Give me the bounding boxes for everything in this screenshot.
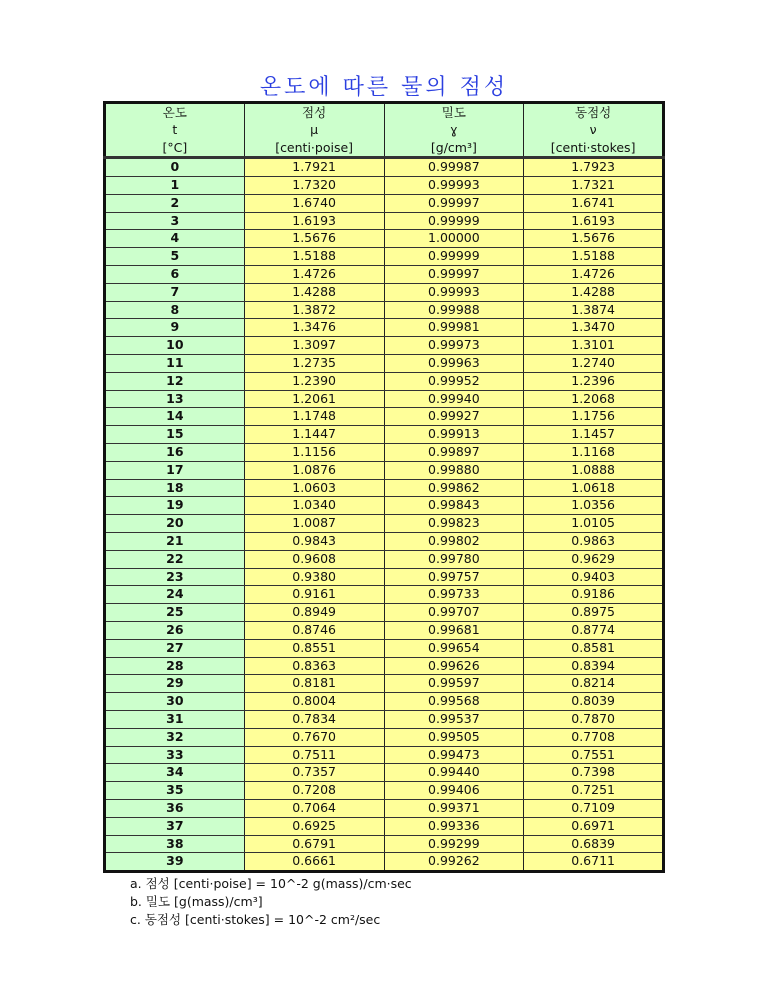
cell-density: 0.99505 (384, 728, 524, 746)
cell-viscosity: 0.8949 (244, 604, 384, 622)
footnote-viscosity: a. 점성 [centi·poise] = 10^-2 g(mass)/cm·sec (130, 876, 412, 892)
cell-viscosity: 0.8004 (244, 693, 384, 711)
cell-temperature: 21 (105, 532, 245, 550)
cell-kinematic-viscosity: 0.7870 (524, 710, 664, 728)
cell-kinematic-viscosity: 0.7398 (524, 764, 664, 782)
cell-temperature: 2 (105, 194, 245, 212)
cell-density: 0.99371 (384, 799, 524, 817)
header-density-label: 밀도 (384, 103, 524, 122)
cell-viscosity: 1.0603 (244, 479, 384, 497)
header-kinematic-symbol: ν (524, 121, 664, 138)
table-row (105, 372, 664, 390)
cell-density: 0.99987 (384, 158, 524, 177)
cell-temperature: 11 (105, 354, 245, 372)
cell-viscosity: 0.7511 (244, 746, 384, 764)
cell-kinematic-viscosity: 1.4288 (524, 283, 664, 301)
cell-kinematic-viscosity: 1.4726 (524, 266, 664, 284)
cell-kinematic-viscosity: 1.3874 (524, 301, 664, 319)
table-row (105, 532, 664, 550)
cell-density: 0.99927 (384, 408, 524, 426)
table-row (105, 408, 664, 426)
cell-temperature: 9 (105, 319, 245, 337)
cell-density: 0.99999 (384, 212, 524, 230)
cell-density: 0.99823 (384, 515, 524, 533)
cell-temperature: 26 (105, 621, 245, 639)
cell-viscosity: 1.4288 (244, 283, 384, 301)
cell-viscosity: 0.6791 (244, 835, 384, 853)
cell-viscosity: 1.0876 (244, 461, 384, 479)
cell-temperature: 22 (105, 550, 245, 568)
cell-temperature: 24 (105, 586, 245, 604)
cell-temperature: 34 (105, 764, 245, 782)
table-row (105, 301, 664, 319)
header-temperature-symbol: t (105, 121, 245, 138)
cell-kinematic-viscosity: 0.8039 (524, 693, 664, 711)
cell-temperature: 17 (105, 461, 245, 479)
cell-density: 0.99473 (384, 746, 524, 764)
cell-viscosity: 1.2061 (244, 390, 384, 408)
table-row (105, 194, 664, 212)
header-viscosity-label: 점성 (244, 103, 384, 122)
table-row (105, 817, 664, 835)
cell-viscosity: 0.6661 (244, 853, 384, 872)
cell-kinematic-viscosity: 0.8214 (524, 675, 664, 693)
cell-temperature: 13 (105, 390, 245, 408)
table-row (105, 621, 664, 639)
cell-temperature: 0 (105, 158, 245, 177)
cell-temperature: 31 (105, 710, 245, 728)
table-row (105, 443, 664, 461)
table-row (105, 550, 664, 568)
cell-viscosity: 0.9843 (244, 532, 384, 550)
cell-viscosity: 0.8363 (244, 657, 384, 675)
cell-kinematic-viscosity: 1.0888 (524, 461, 664, 479)
table-row (105, 426, 664, 444)
table-row (105, 230, 664, 248)
cell-kinematic-viscosity: 0.6711 (524, 853, 664, 872)
table-row (105, 283, 664, 301)
table-row (105, 604, 664, 622)
cell-kinematic-viscosity: 1.3101 (524, 337, 664, 355)
cell-temperature: 35 (105, 782, 245, 800)
cell-kinematic-viscosity: 1.3470 (524, 319, 664, 337)
cell-density: 0.99440 (384, 764, 524, 782)
cell-viscosity: 0.7208 (244, 782, 384, 800)
cell-viscosity: 1.2735 (244, 354, 384, 372)
cell-temperature: 29 (105, 675, 245, 693)
header-kinematic-unit: [centi·stokes] (524, 139, 664, 158)
table-row (105, 693, 664, 711)
page-title: 온도에 따른 물의 점성 (259, 75, 509, 100)
cell-density: 0.99880 (384, 461, 524, 479)
cell-viscosity: 1.5676 (244, 230, 384, 248)
cell-viscosity: 0.7670 (244, 728, 384, 746)
cell-temperature: 5 (105, 248, 245, 266)
footnote-density: b. 밀도 [g(mass)/cm³] (130, 894, 263, 910)
cell-kinematic-viscosity: 1.7321 (524, 177, 664, 195)
cell-kinematic-viscosity: 0.8774 (524, 621, 664, 639)
table-body (105, 158, 664, 872)
cell-temperature: 25 (105, 604, 245, 622)
table-row (105, 586, 664, 604)
cell-density: 0.99537 (384, 710, 524, 728)
cell-kinematic-viscosity: 0.8394 (524, 657, 664, 675)
cell-kinematic-viscosity: 1.1168 (524, 443, 664, 461)
cell-density: 0.99707 (384, 604, 524, 622)
table-row (105, 177, 664, 195)
cell-density: 0.99568 (384, 693, 524, 711)
table-row (105, 764, 664, 782)
cell-viscosity: 0.8551 (244, 639, 384, 657)
cell-kinematic-viscosity: 1.7923 (524, 158, 664, 177)
table-row (105, 479, 664, 497)
cell-density: 0.99654 (384, 639, 524, 657)
cell-density: 0.99981 (384, 319, 524, 337)
cell-temperature: 12 (105, 372, 245, 390)
cell-viscosity: 0.7357 (244, 764, 384, 782)
table-row (105, 835, 664, 853)
header-viscosity-symbol: μ (244, 121, 384, 138)
cell-viscosity: 1.3476 (244, 319, 384, 337)
cell-viscosity: 1.6740 (244, 194, 384, 212)
cell-kinematic-viscosity: 1.0356 (524, 497, 664, 515)
cell-temperature: 37 (105, 817, 245, 835)
cell-density: 0.99780 (384, 550, 524, 568)
cell-kinematic-viscosity: 0.9403 (524, 568, 664, 586)
cell-viscosity: 1.6193 (244, 212, 384, 230)
cell-viscosity: 1.2390 (244, 372, 384, 390)
cell-viscosity: 1.1748 (244, 408, 384, 426)
cell-kinematic-viscosity: 0.6971 (524, 817, 664, 835)
cell-density: 0.99597 (384, 675, 524, 693)
table-row (105, 337, 664, 355)
cell-temperature: 16 (105, 443, 245, 461)
cell-temperature: 15 (105, 426, 245, 444)
table-row (105, 799, 664, 817)
cell-density: 0.99843 (384, 497, 524, 515)
cell-viscosity: 1.4726 (244, 266, 384, 284)
cell-kinematic-viscosity: 1.5676 (524, 230, 664, 248)
cell-temperature: 6 (105, 266, 245, 284)
cell-temperature: 10 (105, 337, 245, 355)
footnote-kinematic-viscosity: c. 동점성 [centi·stokes] = 10^-2 cm²/sec (130, 912, 381, 928)
cell-viscosity: 0.8746 (244, 621, 384, 639)
cell-viscosity: 0.6925 (244, 817, 384, 835)
table-row (105, 461, 664, 479)
cell-density: 0.99993 (384, 283, 524, 301)
table-row (105, 675, 664, 693)
footnotes (130, 875, 665, 929)
cell-viscosity: 0.7064 (244, 799, 384, 817)
cell-temperature: 36 (105, 799, 245, 817)
cell-kinematic-viscosity: 0.7109 (524, 799, 664, 817)
cell-kinematic-viscosity: 0.7708 (524, 728, 664, 746)
cell-viscosity: 1.1447 (244, 426, 384, 444)
cell-kinematic-viscosity: 0.9186 (524, 586, 664, 604)
cell-viscosity: 1.3872 (244, 301, 384, 319)
cell-kinematic-viscosity: 0.6839 (524, 835, 664, 853)
cell-temperature: 27 (105, 639, 245, 657)
table-row (105, 657, 664, 675)
cell-density: 0.99626 (384, 657, 524, 675)
cell-temperature: 23 (105, 568, 245, 586)
cell-kinematic-viscosity: 1.2068 (524, 390, 664, 408)
cell-density: 0.99897 (384, 443, 524, 461)
header-density-symbol: ɣ (384, 121, 524, 138)
cell-kinematic-viscosity: 0.7551 (524, 746, 664, 764)
cell-density: 0.99802 (384, 532, 524, 550)
cell-density: 0.99952 (384, 372, 524, 390)
cell-viscosity: 1.0340 (244, 497, 384, 515)
header-temperature-label: 온도 (105, 103, 245, 122)
cell-temperature: 32 (105, 728, 245, 746)
cell-viscosity: 1.7921 (244, 158, 384, 177)
cell-density: 0.99262 (384, 853, 524, 872)
table-row (105, 354, 664, 372)
cell-density: 0.99963 (384, 354, 524, 372)
cell-kinematic-viscosity: 1.6193 (524, 212, 664, 230)
header-viscosity-unit: [centi·poise] (244, 139, 384, 158)
cell-temperature: 39 (105, 853, 245, 872)
table-row (105, 728, 664, 746)
cell-density: 0.99997 (384, 194, 524, 212)
cell-density: 0.99681 (384, 621, 524, 639)
cell-density: 0.99733 (384, 586, 524, 604)
cell-kinematic-viscosity: 0.8975 (524, 604, 664, 622)
header-density-unit: [g/cm³] (384, 139, 524, 158)
cell-density: 0.99406 (384, 782, 524, 800)
cell-kinematic-viscosity: 1.0105 (524, 515, 664, 533)
cell-temperature: 14 (105, 408, 245, 426)
cell-kinematic-viscosity: 0.9629 (524, 550, 664, 568)
header-kinematic-label: 동점성 (524, 103, 664, 122)
cell-kinematic-viscosity: 0.8581 (524, 639, 664, 657)
cell-density: 0.99940 (384, 390, 524, 408)
table-row (105, 266, 664, 284)
table-row (105, 710, 664, 728)
content (103, 101, 665, 929)
cell-density: 1.00000 (384, 230, 524, 248)
cell-kinematic-viscosity: 1.2396 (524, 372, 664, 390)
cell-density: 0.99997 (384, 266, 524, 284)
cell-density: 0.99913 (384, 426, 524, 444)
cell-viscosity: 1.1156 (244, 443, 384, 461)
viscosity-table (103, 101, 665, 873)
header-temperature-unit: [°C] (105, 139, 245, 158)
table-row (105, 497, 664, 515)
cell-temperature: 18 (105, 479, 245, 497)
cell-kinematic-viscosity: 1.5188 (524, 248, 664, 266)
cell-kinematic-viscosity: 0.7251 (524, 782, 664, 800)
cell-temperature: 30 (105, 693, 245, 711)
cell-density: 0.99862 (384, 479, 524, 497)
cell-viscosity: 1.5188 (244, 248, 384, 266)
table-header (105, 103, 664, 158)
cell-kinematic-viscosity: 1.1457 (524, 426, 664, 444)
table-row (105, 568, 664, 586)
cell-temperature: 28 (105, 657, 245, 675)
cell-viscosity: 1.7320 (244, 177, 384, 195)
table-row (105, 319, 664, 337)
table-row (105, 390, 664, 408)
cell-temperature: 1 (105, 177, 245, 195)
cell-viscosity: 0.7834 (244, 710, 384, 728)
cell-viscosity: 1.0087 (244, 515, 384, 533)
cell-viscosity: 0.9380 (244, 568, 384, 586)
cell-temperature: 4 (105, 230, 245, 248)
cell-density: 0.99757 (384, 568, 524, 586)
cell-density: 0.99993 (384, 177, 524, 195)
cell-viscosity: 0.8181 (244, 675, 384, 693)
table-row (105, 782, 664, 800)
table-row (105, 212, 664, 230)
cell-temperature: 33 (105, 746, 245, 764)
table-row (105, 639, 664, 657)
cell-temperature: 7 (105, 283, 245, 301)
cell-viscosity: 1.3097 (244, 337, 384, 355)
cell-temperature: 19 (105, 497, 245, 515)
cell-temperature: 20 (105, 515, 245, 533)
cell-kinematic-viscosity: 0.9863 (524, 532, 664, 550)
cell-temperature: 3 (105, 212, 245, 230)
cell-density: 0.99299 (384, 835, 524, 853)
cell-viscosity: 0.9161 (244, 586, 384, 604)
cell-viscosity: 0.9608 (244, 550, 384, 568)
table-row (105, 515, 664, 533)
cell-kinematic-viscosity: 1.2740 (524, 354, 664, 372)
cell-density: 0.99999 (384, 248, 524, 266)
table-row (105, 158, 664, 177)
cell-density: 0.99988 (384, 301, 524, 319)
cell-temperature: 8 (105, 301, 245, 319)
table-row (105, 853, 664, 872)
cell-kinematic-viscosity: 1.6741 (524, 194, 664, 212)
table-row (105, 746, 664, 764)
cell-density: 0.99973 (384, 337, 524, 355)
cell-density: 0.99336 (384, 817, 524, 835)
table-row (105, 248, 664, 266)
cell-kinematic-viscosity: 1.1756 (524, 408, 664, 426)
cell-temperature: 38 (105, 835, 245, 853)
cell-kinematic-viscosity: 1.0618 (524, 479, 664, 497)
